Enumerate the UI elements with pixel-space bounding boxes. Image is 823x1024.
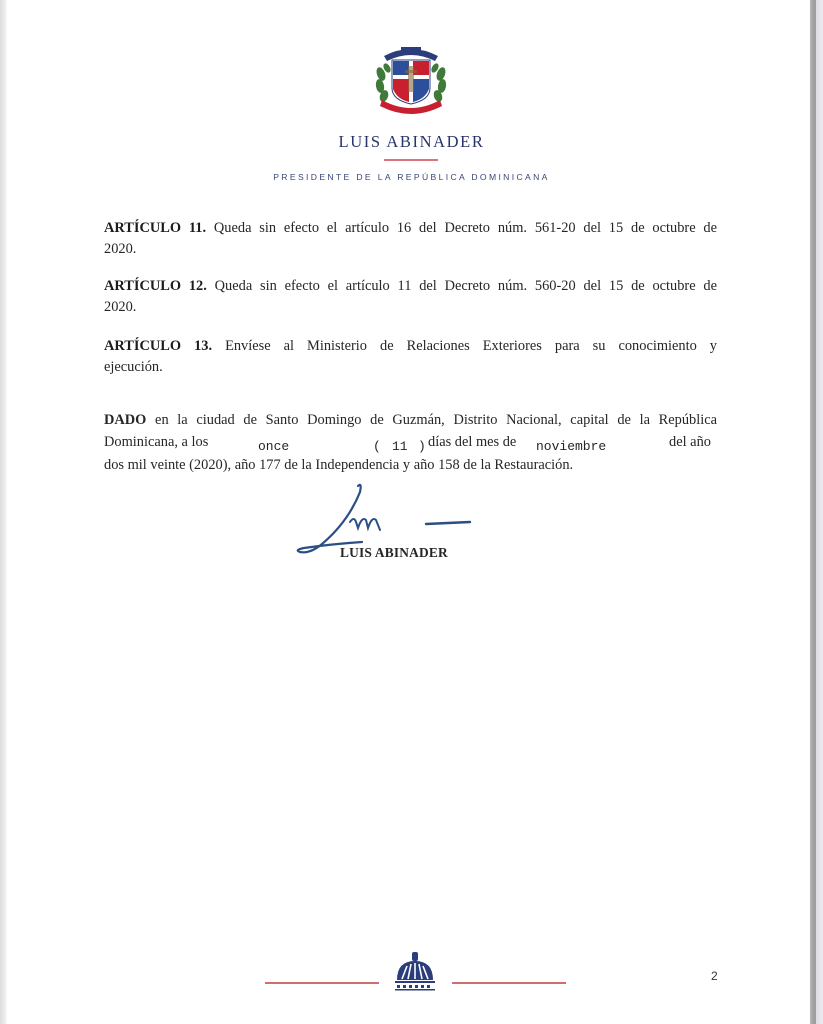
signatory-name: LUIS ABINADER [340,545,448,560]
dado-label: DADO [104,412,147,428]
page-right-edge [816,0,823,1024]
article-11 [104,218,717,259]
paren-open: ( [373,439,381,454]
article-label: ARTÍCULO 13. [104,338,213,354]
dado-line-3: dos mil veinte (2020), año 177 de la Independencia y año 158 de la Restauración. [104,457,574,473]
dado-line-1 [104,412,717,429]
paren-close: ) [418,439,426,454]
president-name: LUIS ABINADER [338,132,485,151]
article-text: Envíese al Ministerio de Relaciones Exteriores para su conocimiento y [212,338,718,354]
article-label: ARTÍCULO 11. [104,220,207,236]
dado-prefix: Dominicana, a los [104,434,209,450]
footer-rule-left [265,982,379,984]
header-divider [384,159,438,161]
del-anio: del año [669,434,711,450]
article-label: ARTÍCULO 12. [104,278,207,294]
coat-of-arms-icon [372,42,450,114]
president-title: PRESIDENTE DE LA REPÚBLICA DOMINICANA [273,172,550,182]
dado-text: en la ciudad de Santo Domingo de Guzmán, Distrito Nacional, capital de la República [146,412,717,428]
article-text-cont: ejecución. [104,358,163,375]
article-text-cont: 2020. [104,240,137,257]
article-13 [104,336,717,377]
page-number: 2 [711,969,718,983]
day-number: 11 [392,439,408,454]
footer-rule-right [452,982,566,984]
article-12 [104,276,717,317]
page-left-edge [0,0,7,1024]
month: noviembre [536,439,607,454]
article-text: Queda sin efecto el artículo 16 del Decreto núm. 561-20 del 15 de octubre de [206,220,717,236]
days-of-month-text: días del mes de [428,434,517,450]
day-in-words: once [258,439,290,454]
article-text-cont: 2020. [104,298,137,315]
article-text: Queda sin efecto el artículo 11 del Decreto núm. 560-20 del 15 de octubre de [206,278,717,294]
dome-icon [393,952,437,992]
dado-line-2 [104,434,717,454]
